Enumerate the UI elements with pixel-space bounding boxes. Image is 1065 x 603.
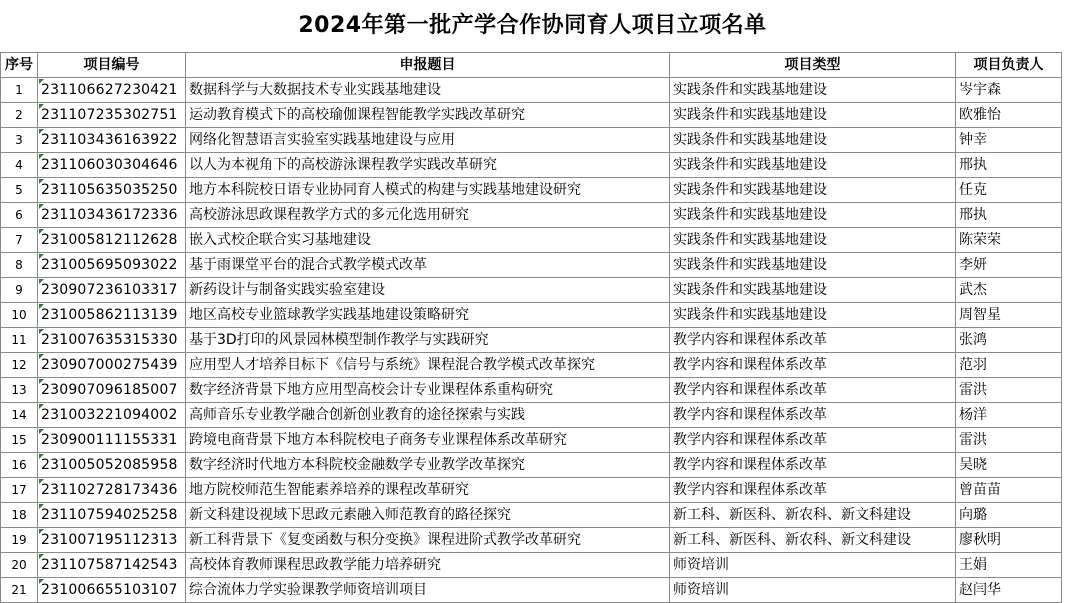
project-owner-cell[interactable]: 范羽 (956, 353, 1062, 378)
row-index-cell[interactable]: 18 (1, 503, 38, 528)
project-code-text: 231102728173436 (41, 482, 178, 498)
project-code-text: 230907236103317 (41, 282, 178, 298)
project-title-cell[interactable]: 地区高校专业篮球教学实践基地建设策略研究 (186, 303, 670, 328)
row-index-cell[interactable]: 19 (1, 528, 38, 553)
header-name[interactable]: 申报题目 (186, 53, 670, 78)
header-type[interactable]: 项目类型 (670, 53, 956, 78)
table-row (1, 378, 1062, 403)
project-title-cell[interactable]: 新文科建设视域下思政元素融入师范教育的路径探究 (186, 503, 670, 528)
project-owner-cell[interactable]: 向璐 (956, 503, 1062, 528)
number-stored-as-text-indicator-icon (39, 329, 44, 334)
row-index-cell[interactable]: 16 (1, 453, 38, 478)
number-stored-as-text-indicator-icon (39, 279, 44, 284)
project-code-cell[interactable] (38, 103, 186, 128)
number-stored-as-text-indicator-icon (39, 354, 44, 359)
number-stored-as-text-indicator-icon (39, 379, 44, 384)
project-code-text: 231103436172336 (41, 207, 178, 223)
project-title-cell[interactable]: 新药设计与制备实践实验室建设 (186, 278, 670, 303)
project-code-cell[interactable] (38, 228, 186, 253)
project-title-cell[interactable]: 地方院校师范生智能素养培养的课程改革研究 (186, 478, 670, 503)
project-code-cell[interactable] (38, 378, 186, 403)
number-stored-as-text-indicator-icon (39, 129, 44, 134)
project-code-text: 231006655103107 (41, 582, 178, 598)
number-stored-as-text-indicator-icon (39, 454, 44, 459)
number-stored-as-text-indicator-icon (39, 304, 44, 309)
row-index-cell[interactable]: 2 (1, 103, 38, 128)
project-type-cell[interactable]: 教学内容和课程体系改革 (670, 403, 956, 428)
header-index[interactable]: 序号 (1, 53, 38, 78)
number-stored-as-text-indicator-icon (39, 254, 44, 259)
number-stored-as-text-indicator-icon (39, 229, 44, 234)
project-type-cell[interactable]: 实践条件和实践基地建设 (670, 128, 956, 153)
number-stored-as-text-indicator-icon (39, 154, 44, 159)
row-index-cell[interactable]: 6 (1, 203, 38, 228)
table-row (1, 128, 1062, 153)
project-owner-cell[interactable]: 张鸿 (956, 328, 1062, 353)
table-row (1, 328, 1062, 353)
number-stored-as-text-indicator-icon (39, 529, 44, 534)
project-title-cell[interactable]: 综合流体力学实验课教学师资培训项目 (186, 578, 670, 603)
project-title-cell[interactable]: 跨境电商背景下地方本科院校电子商务专业课程体系改革研究 (186, 428, 670, 453)
project-owner-cell[interactable]: 陈荣荣 (956, 228, 1062, 253)
project-owner-cell[interactable]: 邢执 (956, 203, 1062, 228)
project-code-cell[interactable] (38, 153, 186, 178)
project-owner-cell[interactable]: 廖秋明 (956, 528, 1062, 553)
project-code-text: 231107594025258 (41, 507, 178, 523)
project-owner-cell[interactable]: 李妍 (956, 253, 1062, 278)
project-title-cell[interactable]: 高校游泳思政课程教学方式的多元化选用研究 (186, 203, 670, 228)
table-row (1, 178, 1062, 203)
row-index-cell[interactable]: 11 (1, 328, 38, 353)
number-stored-as-text-indicator-icon (39, 429, 44, 434)
project-code-cell[interactable] (38, 328, 186, 353)
row-index-cell[interactable]: 8 (1, 253, 38, 278)
project-table (0, 52, 1062, 603)
project-title-cell[interactable]: 网络化智慧语言实验室实践基地建设与应用 (186, 128, 670, 153)
project-code-cell[interactable] (38, 303, 186, 328)
table-row (1, 103, 1062, 128)
project-code-cell[interactable] (38, 178, 186, 203)
number-stored-as-text-indicator-icon (39, 204, 44, 209)
sheet-title: 2024年第一批产学合作协同育人项目立项名单 (298, 13, 767, 38)
row-index-cell[interactable]: 17 (1, 478, 38, 503)
header-owner[interactable]: 项目负责人 (956, 53, 1062, 78)
number-stored-as-text-indicator-icon (39, 404, 44, 409)
row-index-cell[interactable]: 15 (1, 428, 38, 453)
project-code-cell[interactable] (38, 78, 186, 103)
project-title-cell[interactable]: 地方本科院校日语专业协同育人模式的构建与实践基地建设研究 (186, 178, 670, 203)
project-owner-cell[interactable]: 杨洋 (956, 403, 1062, 428)
row-index-cell[interactable]: 7 (1, 228, 38, 253)
project-code-text: 231106030304646 (41, 157, 178, 173)
project-type-cell[interactable]: 新工科、新医科、新农科、新文科建设 (670, 503, 956, 528)
row-index-cell[interactable]: 12 (1, 353, 38, 378)
table-row (1, 553, 1062, 578)
project-code-text: 231103436163922 (41, 132, 178, 148)
project-title-cell[interactable]: 运动教育模式下的高校瑜伽课程智能教学实践改革研究 (186, 103, 670, 128)
project-code-cell[interactable] (38, 453, 186, 478)
table-row (1, 403, 1062, 428)
project-code-cell[interactable] (38, 128, 186, 153)
table-row (1, 453, 1062, 478)
project-code-cell[interactable] (38, 253, 186, 278)
project-owner-cell[interactable]: 武杰 (956, 278, 1062, 303)
row-index-cell[interactable]: 5 (1, 178, 38, 203)
project-code-cell[interactable] (38, 553, 186, 578)
project-type-cell[interactable]: 实践条件和实践基地建设 (670, 253, 956, 278)
project-type-cell[interactable]: 实践条件和实践基地建设 (670, 303, 956, 328)
header-code[interactable]: 项目编号 (38, 53, 186, 78)
project-code-text: 231005862113139 (41, 307, 178, 323)
project-type-cell[interactable]: 实践条件和实践基地建设 (670, 228, 956, 253)
project-code-cell[interactable] (38, 578, 186, 603)
table-row (1, 253, 1062, 278)
project-code-text: 231003221094002 (41, 407, 178, 423)
project-type-cell[interactable]: 实践条件和实践基地建设 (670, 278, 956, 303)
table-row (1, 528, 1062, 553)
project-type-cell[interactable]: 实践条件和实践基地建设 (670, 103, 956, 128)
number-stored-as-text-indicator-icon (39, 79, 44, 84)
project-type-cell[interactable]: 新工科、新医科、新农科、新文科建设 (670, 528, 956, 553)
project-type-cell[interactable]: 教学内容和课程体系改革 (670, 328, 956, 353)
project-owner-cell[interactable]: 雷洪 (956, 428, 1062, 453)
table-row (1, 78, 1062, 103)
row-index-cell[interactable]: 13 (1, 378, 38, 403)
project-owner-cell[interactable]: 曾苗苗 (956, 478, 1062, 503)
header-row (1, 53, 1062, 78)
table-row (1, 428, 1062, 453)
project-code-cell[interactable] (38, 353, 186, 378)
table-row (1, 478, 1062, 503)
row-index-cell[interactable]: 14 (1, 403, 38, 428)
project-title-cell[interactable]: 嵌入式校企联合实习基地建设 (186, 228, 670, 253)
project-title-cell[interactable]: 数字经济背景下地方应用型高校会计专业课程体系重构研究 (186, 378, 670, 403)
project-code-text: 230900111155331 (41, 432, 178, 448)
table-row (1, 578, 1062, 603)
project-code-text: 231107587142543 (41, 557, 178, 573)
project-type-cell[interactable]: 实践条件和实践基地建设 (670, 178, 956, 203)
project-code-text: 231007195112313 (41, 532, 178, 548)
project-owner-cell[interactable]: 岑宇森 (956, 78, 1062, 103)
project-title-cell[interactable]: 新工科背景下《复变函数与积分变换》课程进阶式教学改革研究 (186, 528, 670, 553)
row-index-cell[interactable]: 4 (1, 153, 38, 178)
project-owner-cell[interactable]: 赵闫华 (956, 578, 1062, 603)
project-title-cell[interactable]: 高师音乐专业教学融合创新创业教育的途径探索与实践 (186, 403, 670, 428)
number-stored-as-text-indicator-icon (39, 179, 44, 184)
row-index-cell[interactable]: 9 (1, 278, 38, 303)
project-owner-cell[interactable]: 王娟 (956, 553, 1062, 578)
table-row (1, 153, 1062, 178)
number-stored-as-text-indicator-icon (39, 554, 44, 559)
project-title-cell[interactable]: 以人为本视角下的高校游泳课程教学实践改革研究 (186, 153, 670, 178)
project-code-text: 231005052085958 (41, 457, 178, 473)
project-title-cell[interactable]: 基于3D打印的风景园林模型制作教学与实践研究 (186, 328, 670, 353)
project-code-cell[interactable] (38, 278, 186, 303)
project-type-cell[interactable]: 实践条件和实践基地建设 (670, 153, 956, 178)
row-index-cell[interactable]: 21 (1, 578, 38, 603)
project-owner-cell[interactable]: 邢执 (956, 153, 1062, 178)
project-owner-cell[interactable]: 吴晓 (956, 453, 1062, 478)
row-index-cell[interactable]: 20 (1, 553, 38, 578)
project-code-cell[interactable] (38, 428, 186, 453)
table-row (1, 503, 1062, 528)
project-type-cell[interactable]: 教学内容和课程体系改革 (670, 478, 956, 503)
project-type-cell[interactable]: 实践条件和实践基地建设 (670, 78, 956, 103)
project-code-text: 230907096185007 (41, 382, 178, 398)
number-stored-as-text-indicator-icon (39, 579, 44, 584)
number-stored-as-text-indicator-icon (39, 504, 44, 509)
project-code-cell[interactable] (38, 203, 186, 228)
table-row (1, 353, 1062, 378)
table-row (1, 228, 1062, 253)
project-title-cell[interactable]: 基于雨课堂平台的混合式教学模式改革 (186, 253, 670, 278)
project-code-text: 231007635315330 (41, 332, 178, 348)
project-code-text: 231005812112628 (41, 232, 178, 248)
project-type-cell[interactable]: 教学内容和课程体系改革 (670, 378, 956, 403)
project-owner-cell[interactable]: 任克 (956, 178, 1062, 203)
row-index-cell[interactable]: 10 (1, 303, 38, 328)
project-owner-cell[interactable]: 周智星 (956, 303, 1062, 328)
table-row (1, 303, 1062, 328)
project-owner-cell[interactable]: 雷洪 (956, 378, 1062, 403)
project-owner-cell[interactable]: 欧雅怡 (956, 103, 1062, 128)
project-title-cell[interactable]: 数字经济时代地方本科院校金融数学专业教学改革探究 (186, 453, 670, 478)
project-title-cell[interactable]: 应用型人才培养目标下《信号与系统》课程混合教学模式改革探究 (186, 353, 670, 378)
table-body (1, 78, 1062, 603)
row-index-cell[interactable]: 3 (1, 128, 38, 153)
number-stored-as-text-indicator-icon (39, 479, 44, 484)
project-type-cell[interactable]: 教学内容和课程体系改革 (670, 428, 956, 453)
project-title-cell[interactable]: 高校体育教师课程思政教学能力培养研究 (186, 553, 670, 578)
table-row (1, 203, 1062, 228)
project-code-text: 231107235302751 (41, 107, 178, 123)
project-code-cell[interactable] (38, 503, 186, 528)
table-row (1, 278, 1062, 303)
project-code-cell[interactable] (38, 478, 186, 503)
project-code-text: 231105635035250 (41, 182, 178, 198)
project-type-cell[interactable]: 教学内容和课程体系改革 (670, 353, 956, 378)
project-type-cell[interactable]: 师资培训 (670, 578, 956, 603)
project-title-cell[interactable]: 数据科学与大数据技术专业实践基地建设 (186, 78, 670, 103)
project-code-cell[interactable] (38, 528, 186, 553)
project-type-cell[interactable]: 实践条件和实践基地建设 (670, 203, 956, 228)
number-stored-as-text-indicator-icon (39, 104, 44, 109)
project-code-text: 231106627230421 (41, 82, 178, 98)
project-code-cell[interactable] (38, 403, 186, 428)
project-code-text: 230907000275439 (41, 357, 178, 373)
project-type-cell[interactable]: 师资培训 (670, 553, 956, 578)
project-code-text: 231005695093022 (41, 257, 178, 273)
row-index-cell[interactable]: 1 (1, 78, 38, 103)
project-owner-cell[interactable]: 钟幸 (956, 128, 1062, 153)
project-type-cell[interactable]: 教学内容和课程体系改革 (670, 453, 956, 478)
